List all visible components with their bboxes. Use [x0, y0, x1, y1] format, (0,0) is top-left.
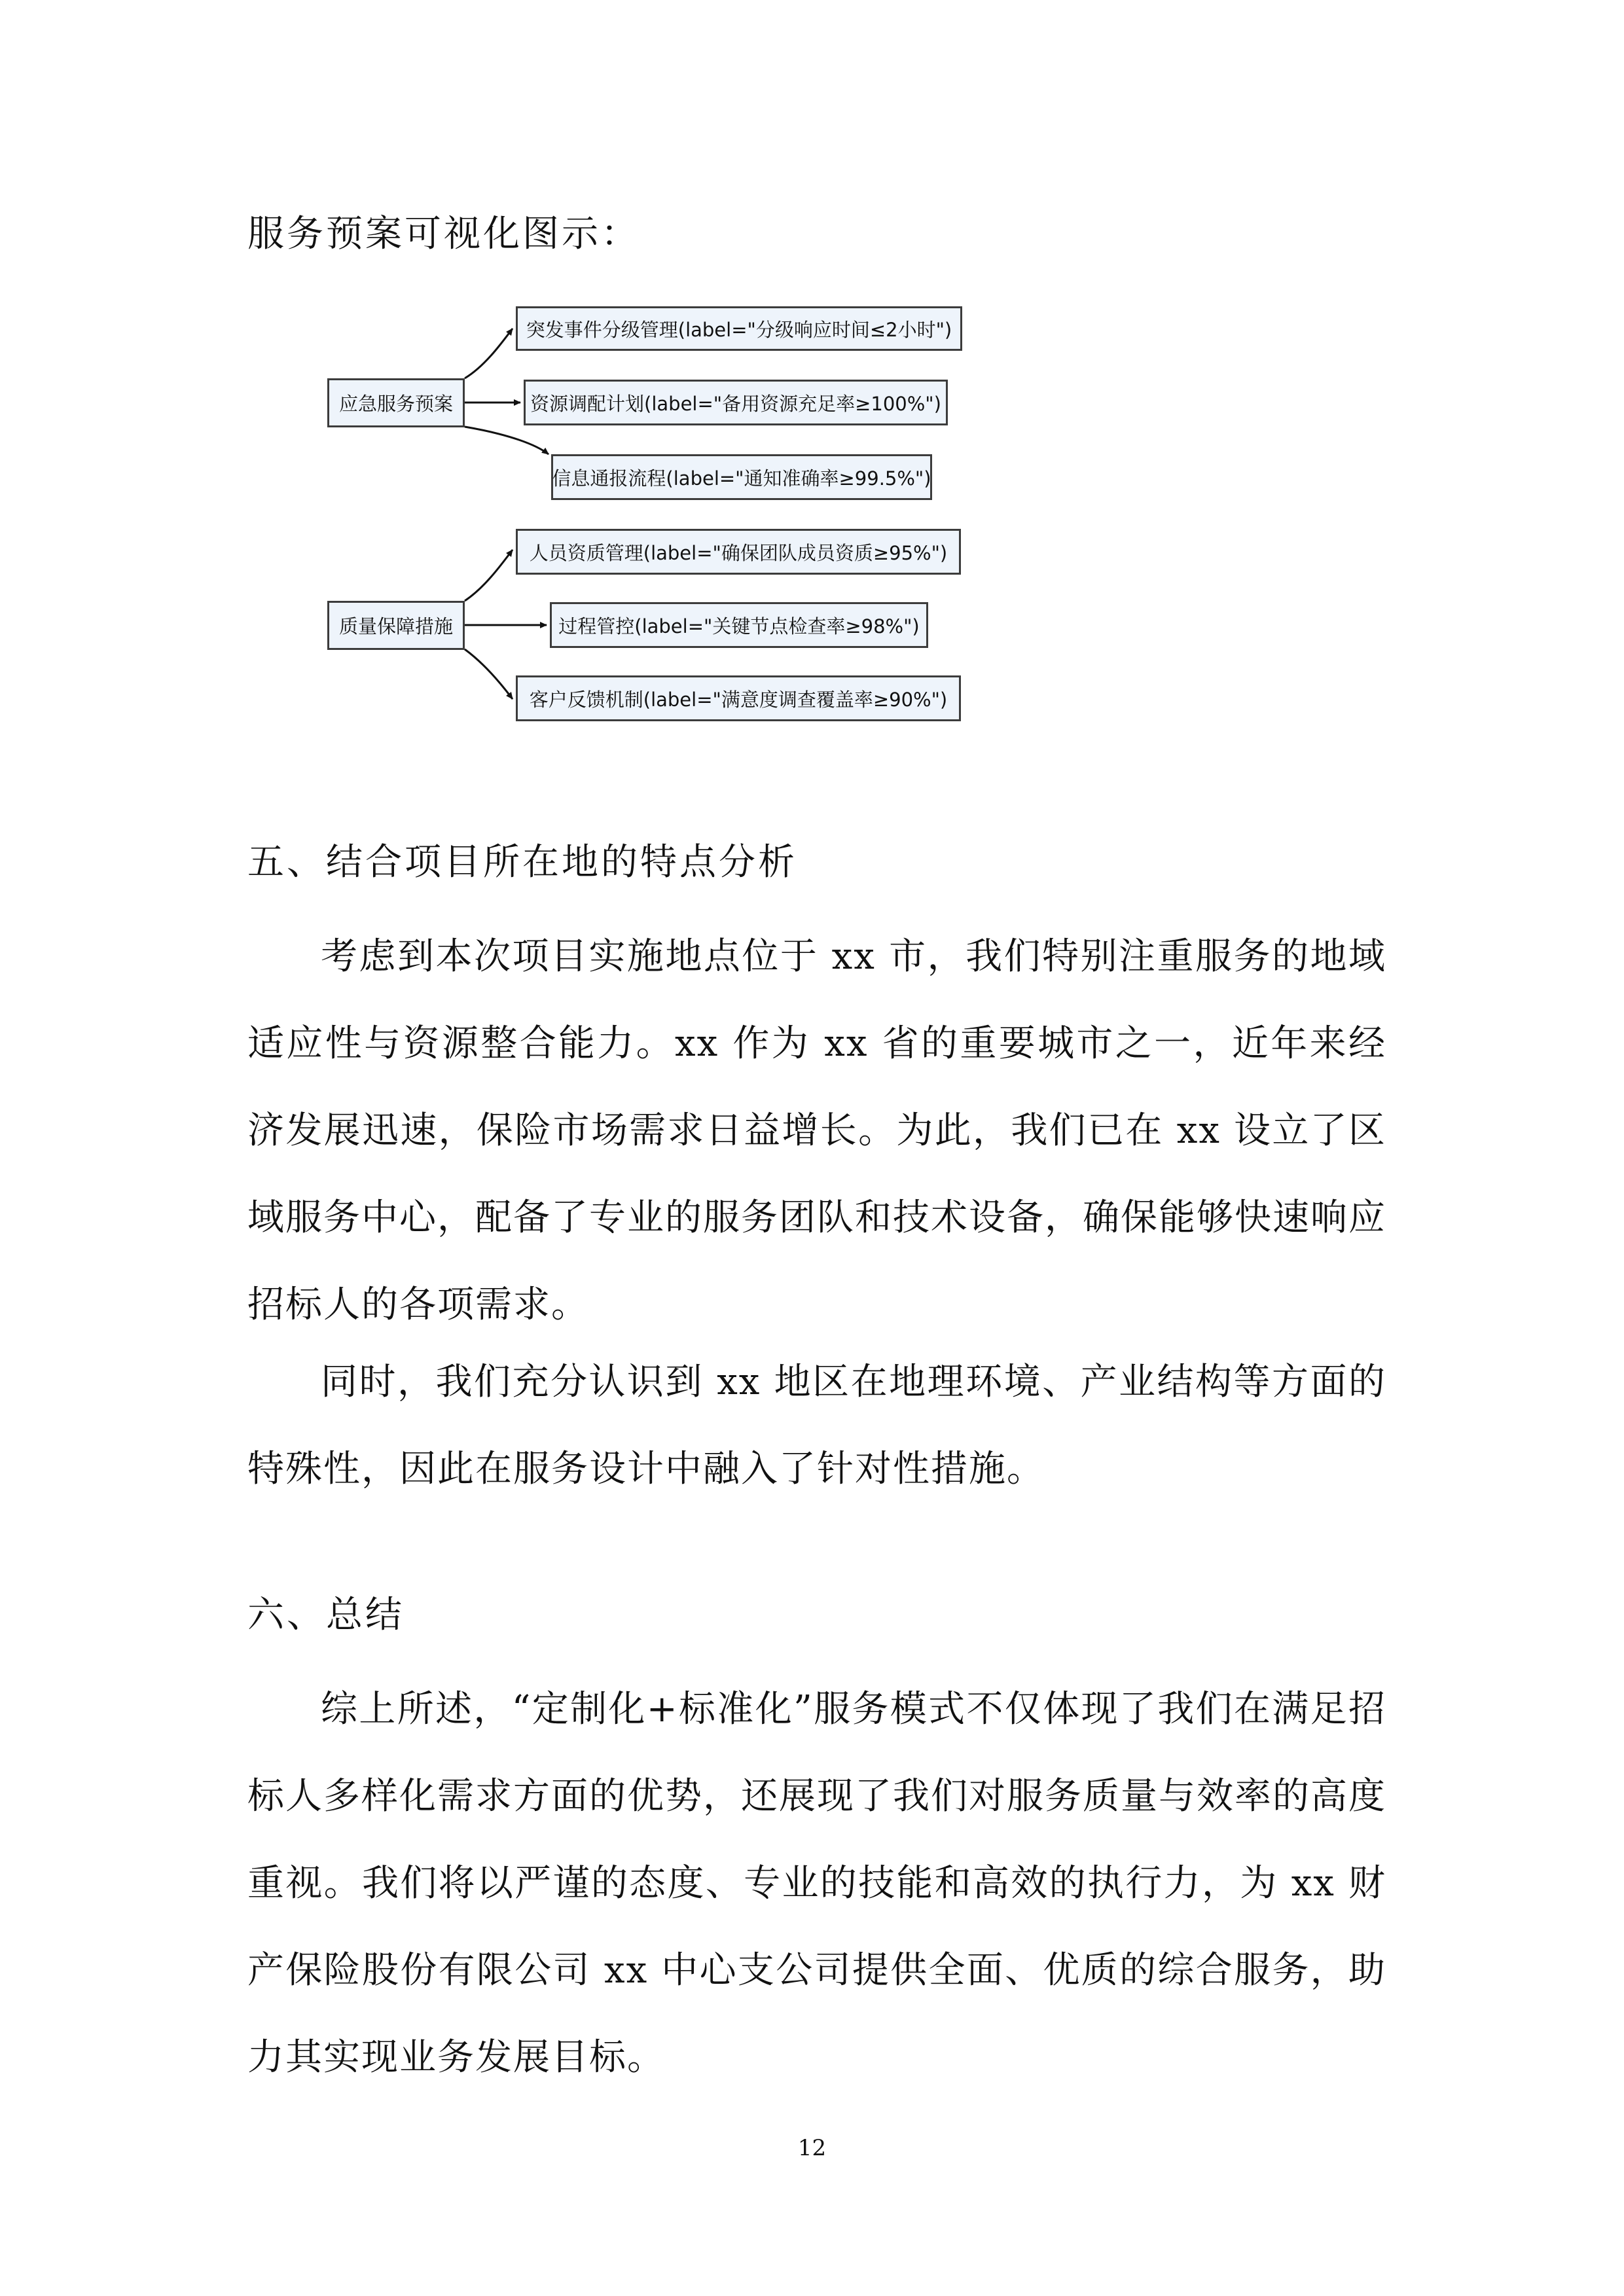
section-5-heading: 五、结合项目所在地的特点分析 — [247, 841, 797, 884]
edge-g1-c1 — [465, 329, 513, 378]
section-5-paragraph-1: 考虑到本次项目实施地点位于 xx 市，我们特别注重服务的地域适应性与资源整合能力。xx 作为 xx 省的重要城市之一，近年来经济发展迅速，保险市场需求日益增长。为此，我们已在 xx 设立了区域服务中心，配备了专业的服务团队和技术设备，确保能够快速响应招标人的各项需求。 — [247, 935, 1386, 1326]
node-quality-assurance: 质量保障措施 — [327, 601, 465, 650]
edge-g1-c3 — [465, 427, 549, 454]
node-info-reporting: 信息通报流程(label="通知准确率≥99.5%") — [551, 454, 932, 500]
diagram-caption: 服务预案可视化图示： — [247, 213, 640, 255]
node-resource-allocation: 资源调配计划(label="备用资源充足率≥100%") — [524, 380, 948, 425]
node-staff-qualification: 人员资质管理(label="确保团队成员资质≥95%") — [516, 529, 961, 575]
edge-g2-c1 — [465, 550, 513, 601]
node-incident-grading: 突发事件分级管理(label="分级响应时间≤2小时") — [516, 306, 962, 351]
edge-g2-c3 — [465, 649, 513, 699]
service-plan-diagram — [314, 288, 1001, 746]
section-5-paragraph-2: 同时，我们充分认识到 xx 地区在地理环境、产业结构等方面的特殊性，因此在服务设计中融入了针对性措施。 — [247, 1361, 1386, 1490]
section-6-heading: 六、总结 — [247, 1594, 405, 1636]
section-6-paragraph-1: 综上所述，“定制化+标准化”服务模式不仅体现了我们在满足招标人多样化需求方面的优势，还展现了我们对服务质量与效率的高度重视。我们将以严谨的态度、专业的技能和高效的执行力，为 xx 财产保险股份有限公司 xx 中心支公司提供全面、优质的综合服务，助力其实现业务发展目标。 — [247, 1688, 1386, 2079]
node-emergency-plan: 应急服务预案 — [327, 378, 465, 427]
node-customer-feedback: 客户反馈机制(label="满意度调查覆盖率≥90%") — [516, 675, 961, 721]
page-number: 12 — [797, 2135, 827, 2161]
node-process-control: 过程管控(label="关键节点检查率≥98%") — [550, 602, 928, 648]
